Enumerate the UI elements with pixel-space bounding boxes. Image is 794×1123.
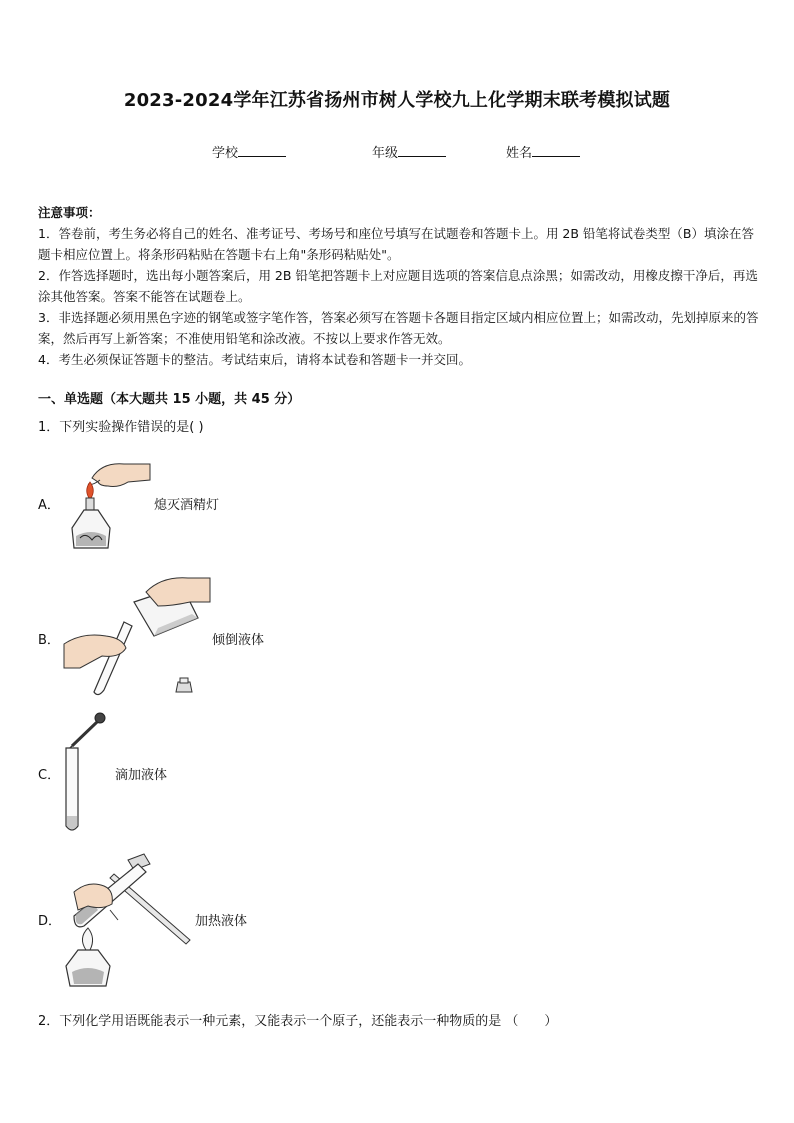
grade-field bbox=[372, 142, 446, 161]
notice-block bbox=[38, 202, 760, 370]
heat-liquid-illustration bbox=[58, 850, 198, 990]
notice-item-4: 4．考生必须保证答题卡的整洁。考试结束后，请将本试卷和答题卡一并交回。 bbox=[38, 352, 471, 367]
school-field bbox=[212, 142, 286, 161]
notice-item-1: 1．答卷前，考生务必将自己的姓名、准考证号、考场号和座位号填写在试题卷和答题卡上。用 2B 铅笔将试卷类型（B）填涂在答题卡相应位置上。将条形码粘贴在答题卡右上角"条形码粘贴处"。 bbox=[38, 226, 755, 262]
pour-liquid-illustration bbox=[62, 572, 212, 702]
alcohol-lamp-extinguish-illustration bbox=[62, 458, 152, 558]
option-b-letter: B． bbox=[38, 633, 60, 648]
school-label: 学校 bbox=[212, 146, 239, 161]
name-label: 姓名 bbox=[506, 146, 533, 161]
question-2-stem: 2．下列化学用语既能表示一种元素，又能表示一个原子，还能表示一种物质的是 （ ） bbox=[38, 1014, 558, 1029]
drop-liquid-illustration bbox=[62, 710, 112, 835]
option-a-text: 熄灭酒精灯 bbox=[154, 498, 220, 513]
section-heading: 一、单选题（本大题共 15 小题，共 45 分） bbox=[38, 392, 301, 407]
notice-item-3: 3．非选择题必须用黑色字迹的钢笔或签字笔作答，答案必须写在答题卡各题目指定区域内相应位置上；如需改动，先划掉原来的答案，然后再写上新答案；不准使用铅笔和涂改液。不按以上要求作答无效。 bbox=[38, 310, 759, 346]
grade-blank bbox=[398, 144, 446, 157]
name-blank bbox=[532, 144, 580, 157]
option-c-text: 滴加液体 bbox=[115, 768, 168, 783]
option-d-letter: D． bbox=[38, 914, 62, 929]
question-1-stem: 1．下列实验操作错误的是( ) bbox=[38, 420, 204, 435]
option-c-letter: C． bbox=[38, 768, 61, 783]
option-d-text: 加热液体 bbox=[195, 914, 248, 929]
name-field bbox=[506, 142, 580, 161]
option-a-letter: A． bbox=[38, 498, 60, 513]
school-blank bbox=[238, 144, 286, 157]
option-b-text: 倾倒液体 bbox=[212, 633, 265, 648]
grade-label: 年级 bbox=[372, 146, 399, 161]
page-title: 2023-2024学年江苏省扬州市树人学校九上化学期末联考模拟试题 bbox=[123, 90, 671, 111]
notice-heading: 注意事项： bbox=[38, 205, 101, 220]
notice-item-2: 2．作答选择题时，选出每小题答案后，用 2B 铅笔把答题卡上对应题目选项的答案信息点涂黑；如需改动，用橡皮擦干净后，再选涂其他答案。答案不能答在试题卷上。 bbox=[38, 268, 758, 304]
